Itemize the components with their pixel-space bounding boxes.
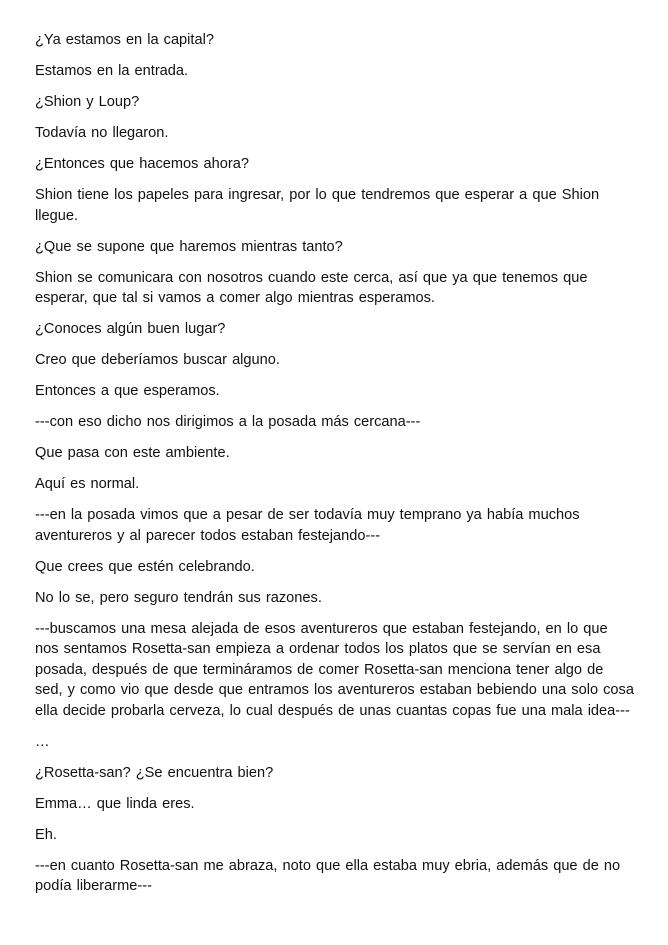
dialogue-line: Shion tiene los papeles para ingresar, por lo que tendremos que esperar a que Shion llegue. [35, 187, 600, 224]
dialogue-line: Emma… que linda eres. [35, 795, 195, 812]
dialogue-line: … [35, 733, 50, 750]
dialogue-line: ¿Ya estamos en la capital? [35, 32, 214, 48]
dialogue-line: No lo se, pero seguro tendrán sus razones. [35, 589, 322, 606]
document-page [35, 30, 635, 907]
dialogue-line: ¿Conoces algún buen lugar? [35, 321, 226, 337]
dialogue-line: Creo que deberíamos buscar alguno. [35, 352, 280, 368]
dialogue-line: ¿Shion y Loup? [35, 94, 140, 110]
narration-line: ---con eso dicho nos dirigimos a la posada más cercana--- [35, 414, 421, 430]
dialogue-line: ¿Rosetta-san? ¿Se encuentra bien? [35, 764, 274, 781]
dialogue-line: ¿Entonces que hacemos ahora? [35, 156, 249, 172]
dialogue-line: Estamos en la entrada. [35, 63, 189, 79]
dialogue-line: Eh. [35, 826, 57, 843]
narration-paragraph: ---buscamos una mesa alejada de esos aventureros que estaban festejando, en lo que nos sentamos Rosetta-san empieza a ordenar todos los platos que se servían en esa posada, después de que termináramos de comer Rosetta-san menciona tener algo de sed, y como vio que desde que entramos los aventureros estaban bebiendo una solo cosa ella decide probarla cerveza, lo cual después de unas cuantas copas fue una mala idea--- [35, 620, 634, 719]
narration-paragraph: ---en cuanto Rosetta-san me abraza, noto que ella estaba muy ebria, además que de no podía liberarme--- [35, 857, 621, 894]
dialogue-line: Entonces a que esperamos. [35, 383, 220, 399]
dialogue-line: Aquí es normal. [35, 476, 140, 492]
narration-paragraph: ---en la posada vimos que a pesar de ser todavía muy temprano ya había muchos aventureros y al parecer todos estaban festejando--- [35, 507, 580, 544]
dialogue-line: Shion se comunicara con nosotros cuando este cerca, así que ya que tenemos que esperar, que tal si vamos a comer algo mientras esperamos. [35, 269, 588, 306]
dialogue-line: ¿Que se supone que haremos mientras tanto? [35, 238, 343, 255]
dialogue-line: Todavía no llegaron. [35, 125, 169, 141]
dialogue-line: Que pasa con este ambiente. [35, 445, 230, 461]
dialogue-line: Que crees que estén celebrando. [35, 558, 255, 575]
